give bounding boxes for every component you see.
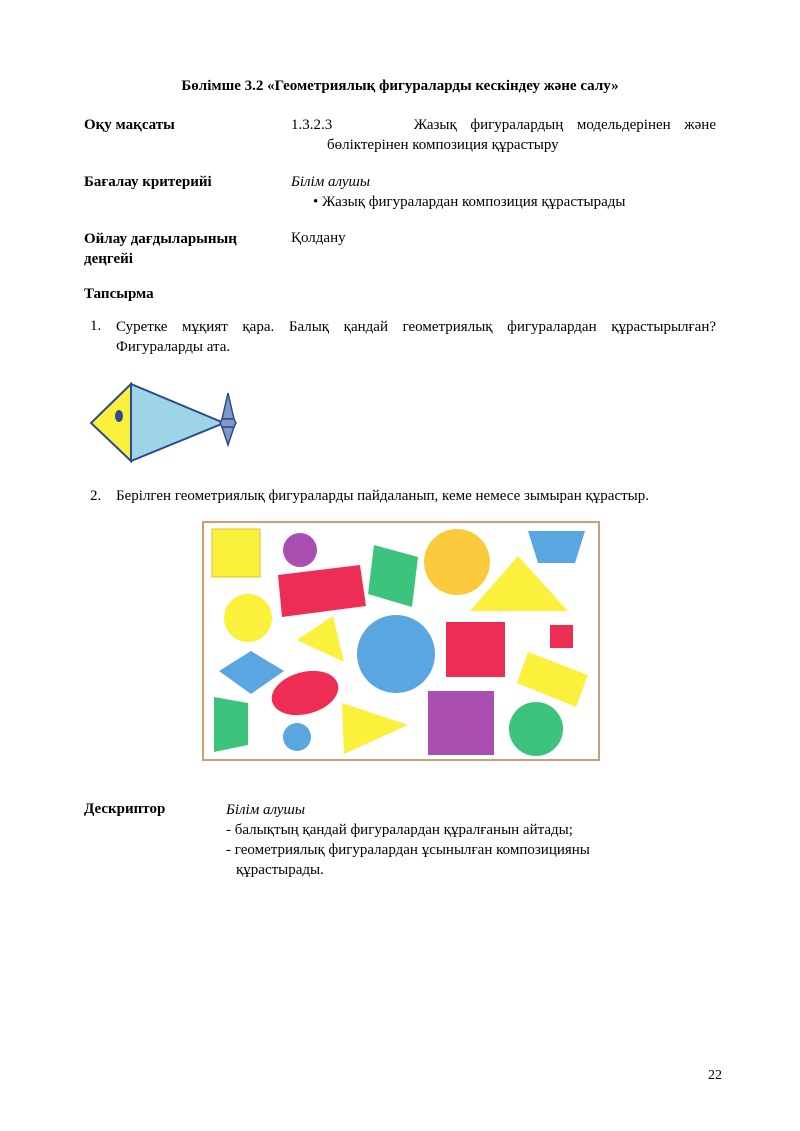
task-1-text bbox=[116, 317, 716, 357]
criteria-bullet-text: Жазық фигуралардан композиция құрастырады bbox=[322, 194, 626, 210]
task-2-number: 2. bbox=[90, 488, 102, 504]
shapes-panel bbox=[202, 521, 600, 761]
fish-tail-upper-triangle bbox=[222, 393, 234, 419]
fish-tail-middle bbox=[220, 419, 236, 427]
bullet-icon: • bbox=[313, 194, 319, 210]
task-2-text: Берілген геометриялық фигураларды пайдаланып, кеме немесе зымыран құрастыр. bbox=[116, 488, 649, 504]
objective-value bbox=[291, 115, 716, 155]
criteria-subject: Білім алушы bbox=[291, 174, 371, 190]
fish-figure bbox=[88, 382, 244, 464]
objective-text-line2: бөліктерінен композиция құрастыру bbox=[327, 137, 559, 153]
green-circle bbox=[509, 702, 563, 756]
task-1-line1: Суретке мұқият қара. Балық қандай геометриялық фигуралардан құрастырылған? bbox=[116, 319, 716, 335]
yellow-circle bbox=[224, 594, 272, 642]
purple-circle-small bbox=[283, 533, 317, 567]
fish-eye bbox=[115, 410, 123, 422]
yellow-square bbox=[212, 529, 260, 577]
red-square-small bbox=[550, 625, 573, 648]
purple-square bbox=[428, 691, 494, 755]
page-number: 22 bbox=[708, 1068, 722, 1083]
descriptor-item-2-line1: - геометриялық фигуралардан ұсынылған композицияны bbox=[226, 842, 590, 858]
descriptor-value bbox=[226, 800, 696, 880]
task-1-line2: Фигураларды ата. bbox=[116, 339, 231, 355]
objective-text-line1: Жазық фигуралардың модельдерінен және bbox=[413, 117, 716, 133]
green-trapezoid bbox=[214, 697, 248, 752]
objective-label: Оқу мақсаты bbox=[84, 117, 175, 133]
blue-trapezoid bbox=[528, 531, 585, 563]
thinking-label bbox=[84, 229, 237, 269]
blue-circle-large bbox=[357, 615, 435, 693]
task-1-number: 1. bbox=[90, 318, 102, 334]
descriptor-item-2-line2: құрастырады. bbox=[236, 862, 324, 878]
criteria-bullet-item bbox=[291, 192, 721, 212]
blue-circle-small bbox=[283, 723, 311, 751]
criteria-label: Бағалау критерийі bbox=[84, 174, 212, 190]
descriptor-item-1: - балықтың қандай фигуралардан құралғанын айтады; bbox=[226, 822, 573, 838]
orange-circle bbox=[424, 529, 490, 595]
descriptor-subject: Білім алушы bbox=[226, 802, 306, 818]
thinking-label-line1: Ойлау дағдыларының bbox=[84, 231, 237, 247]
objective-code: 1.3.2.3 bbox=[291, 117, 333, 133]
section-title: Бөлімше 3.2 «Геометриялық фигураларды кескіндеу және салу» bbox=[181, 78, 619, 94]
thinking-label-line2: деңгейі bbox=[84, 251, 133, 267]
fish-head-triangle bbox=[91, 384, 131, 461]
thinking-value: Қолдану bbox=[291, 230, 346, 246]
task-heading: Тапсырма bbox=[84, 286, 154, 302]
descriptor-label: Дескриптор bbox=[84, 801, 166, 817]
fish-tail-lower-triangle bbox=[222, 427, 234, 445]
fish-body-triangle bbox=[131, 384, 224, 461]
red-square bbox=[446, 622, 505, 677]
criteria-value bbox=[291, 172, 721, 212]
